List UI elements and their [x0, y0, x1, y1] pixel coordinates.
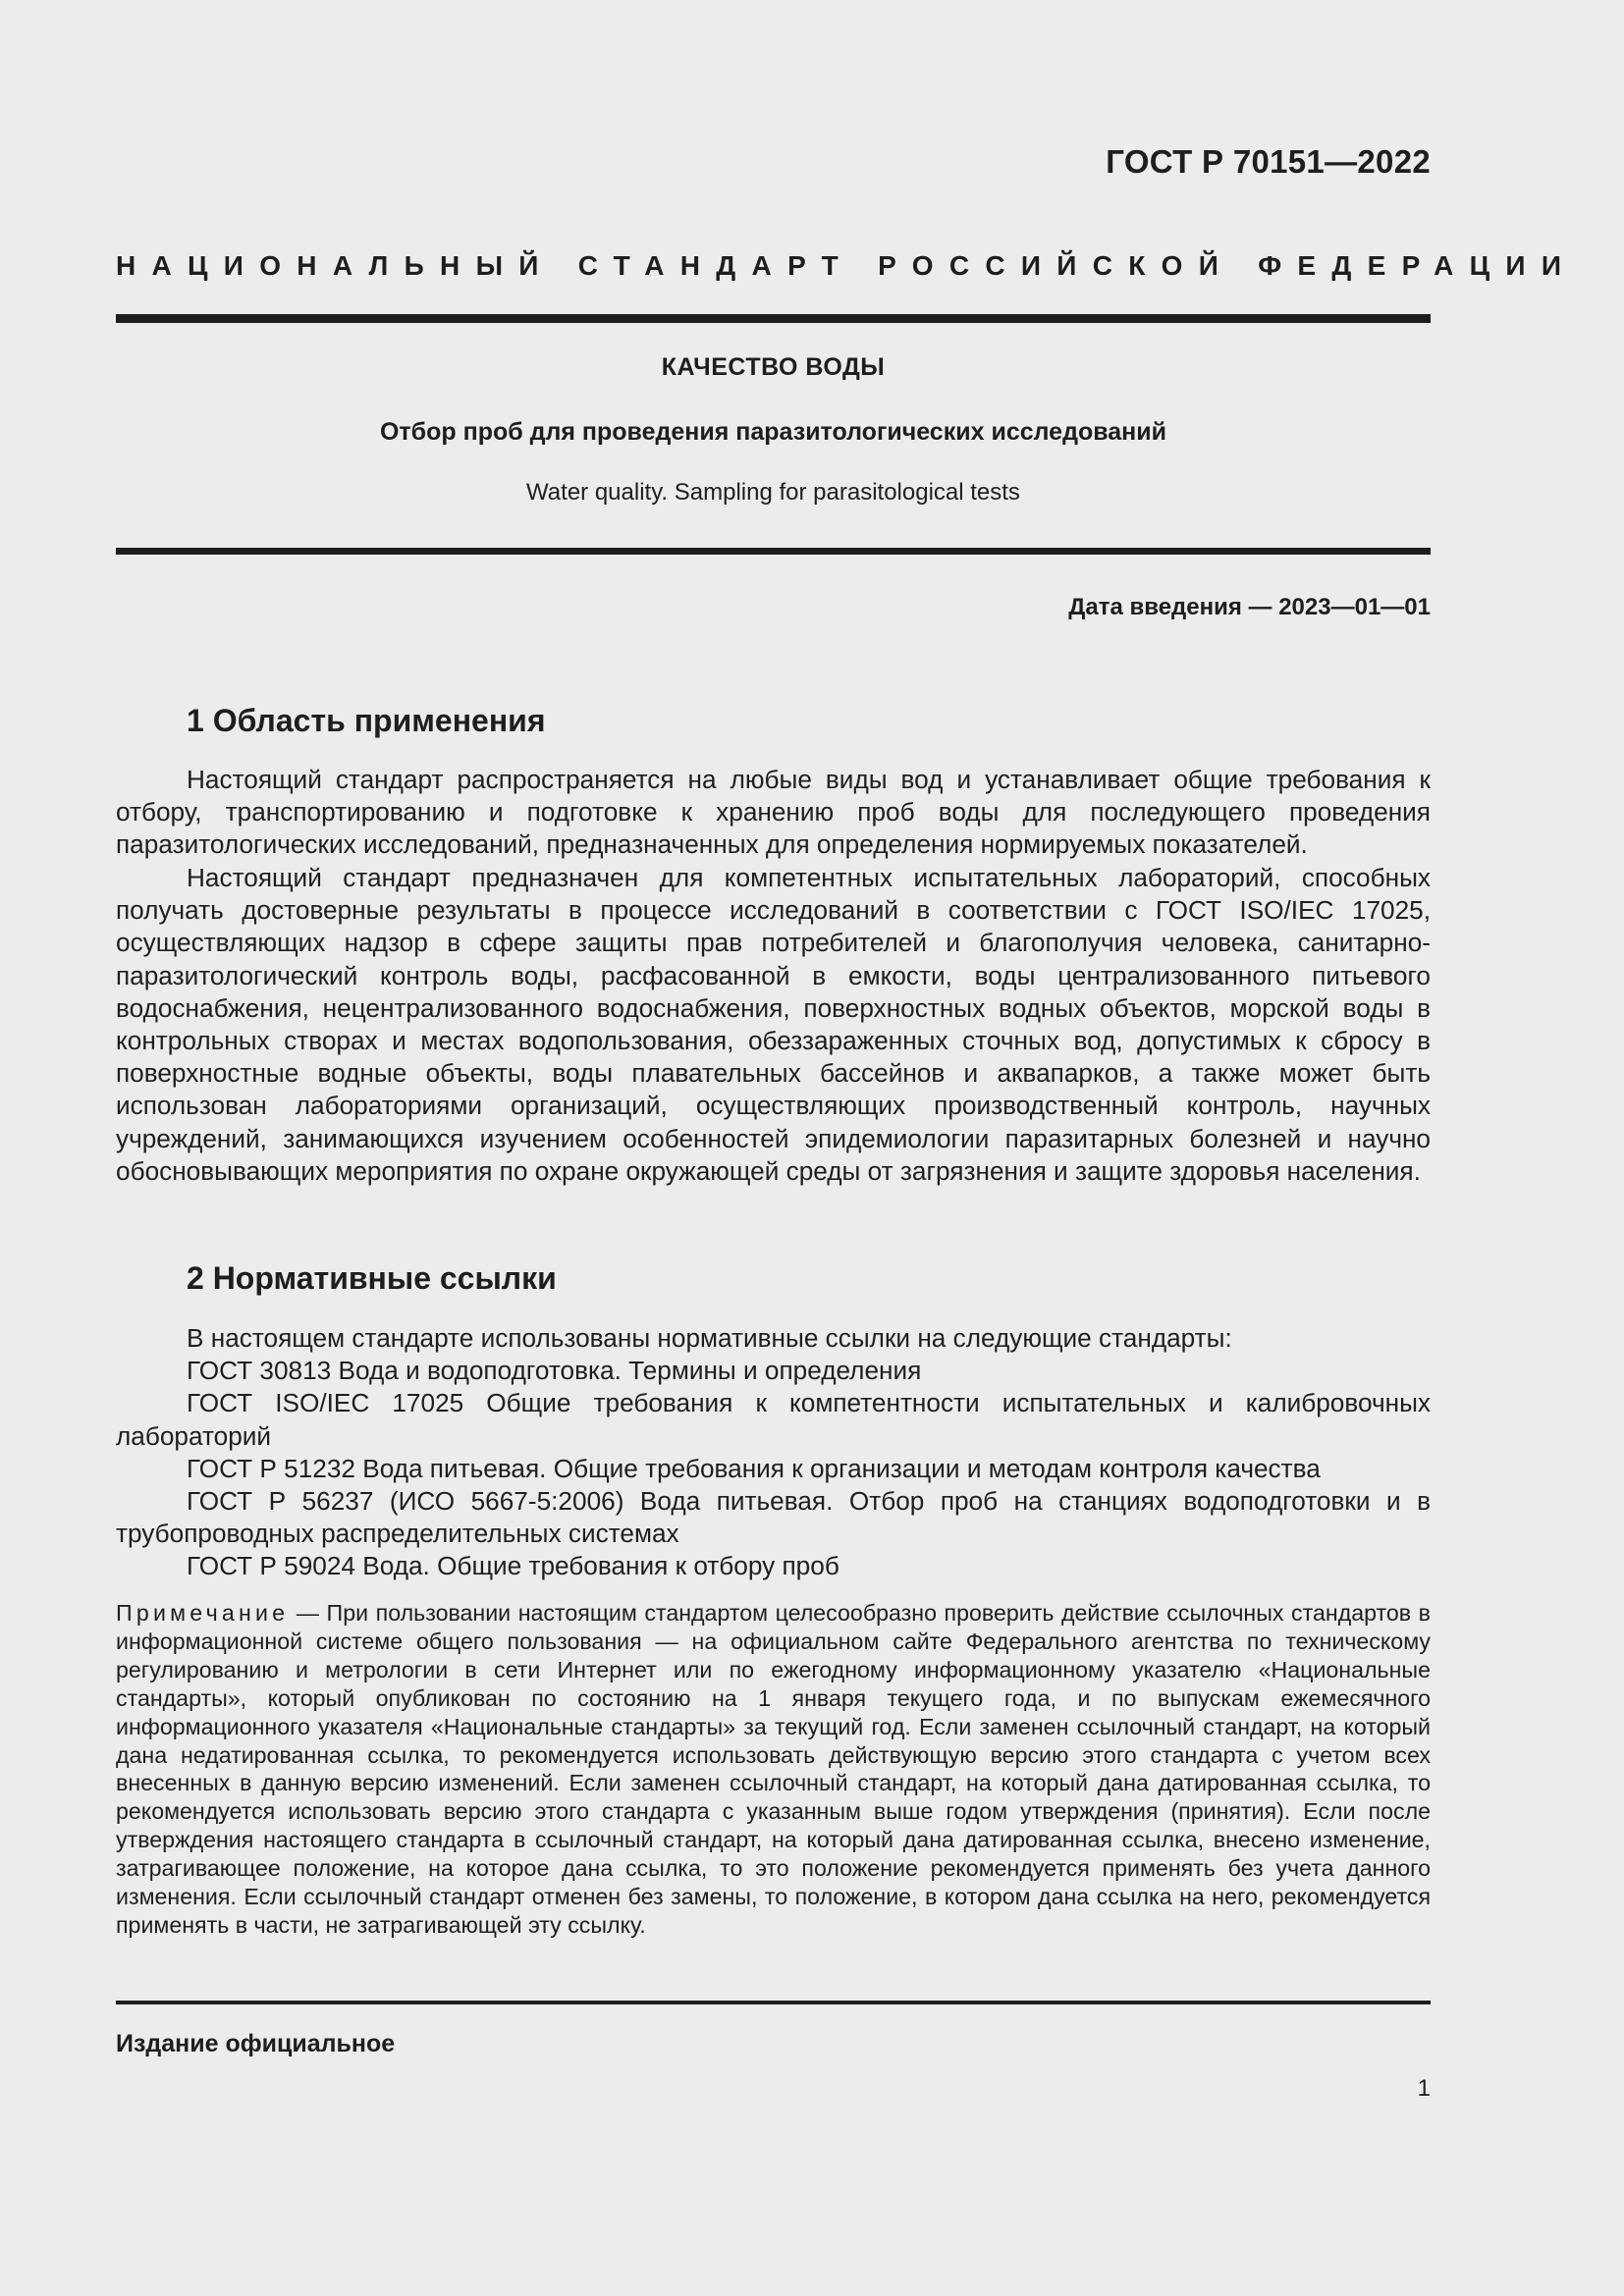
document-title-english: Water quality. Sampling for parasitological tests	[526, 479, 1020, 506]
title-divider	[116, 548, 1431, 555]
note-label: Примечание	[116, 1600, 290, 1626]
national-standard-heading: НАЦИОНАЛЬНЫЙ СТАНДАРТ РОССИЙСКОЙ ФЕДЕРАЦИИ	[116, 250, 1578, 281]
reference-item: ГОСТ Р 56237 (ИСО 5667-5:2006) Вода питьевая. Отбор проб на станциях водоподготовки и в трубопроводных распределительных системах	[116, 1486, 1431, 1549]
document-subtitle: Отбор проб для проведения паразитологических исследований	[379, 418, 1166, 446]
reference-item: ГОСТ 30813 Вода и водоподготовка. Термины и определения	[187, 1356, 922, 1386]
introduction-date: Дата введения — 2023—01—01	[1068, 594, 1431, 620]
document-title: КАЧЕСТВО ВОДЫ	[661, 353, 886, 381]
page-number: 1	[1417, 2075, 1431, 2102]
note-text: — При пользовании настоящим стандартом целесообразно проверить действие ссылочных стандартов в информационной системе общего пользования — на официальном сайте Федерального агентства по техническому регулированию и метрологии в сети Интернет или по ежегодному информационному указателю «Национальные стандарты», который опубликован по состоянию на 1 января текущего года, и по выпускам ежемесячного информационного указателя «Национальные стандарты» за текущий год. Если заменен ссылочный стандарт, на который дана недатированная ссылка, то рекомендуется использовать действующую версию этого стандарта с учетом всех внесенных в данную версию изменений. Если заменен ссылочный стандарт, на который дана датированная ссылка, то рекомендуется использовать версию этого стандарта с указанным выше годом утверждения (принятия). Если после утверждения настоящего стандарта в ссылочный стандарт, на который дана датированная ссылка, внесено изменение, затрагивающее положение, на которое дана ссылка, то это положение рекомендуется применять без учета данного изменения. Если ссылочный стандарт отменен без замены, то положение, в котором дана ссылка на него, рекомендуется применять в части, не затрагивающей эту ссылку.	[116, 1600, 1431, 1938]
reference-item: ГОСТ Р 51232 Вода питьевая. Общие требования к организации и методам контроля качества	[187, 1453, 1321, 1483]
references-note	[116, 1599, 1431, 1940]
top-divider	[116, 314, 1431, 323]
section-2-heading: 2 Нормативные ссылки	[187, 1260, 557, 1296]
document-page	[116, 0, 1578, 2296]
document-number: ГОСТ Р 70151—2022	[1106, 143, 1431, 180]
section-1-heading: 1 Область применения	[187, 703, 546, 738]
footer-divider	[116, 2001, 1431, 2004]
normative-references-list	[116, 1322, 1431, 1583]
reference-item: ГОСТ Р 59024 Вода. Общие требования к отбору проб	[187, 1551, 839, 1581]
references-intro: В настоящем стандарте использованы нормативные ссылки на следующие стандарты:	[187, 1323, 1232, 1353]
reference-item: ГОСТ ISO/IEC 17025 Общие требования к компетентности испытательных и калибровочных лабораторий	[116, 1388, 1431, 1451]
official-edition-label: Издание официальное	[116, 2030, 396, 2057]
section-1-paragraph: Настоящий стандарт распространяется на любые виды вод и устанавливает общие требования к отбору, транспортированию и подготовке к хранению проб воды для последующего проведения паразитологических исследований, предназначенных для определения нормируемых показателей.	[116, 765, 1431, 860]
section-1-paragraph: Настоящий стандарт предназначен для компетентных испытательных лабораторий, способных получать достоверные результаты в процессе исследований в соответствии с ГОСТ ISO/IEC 17025, осуществляющих надзор в сфере защиты прав потребителей и благополучия человека, санитарно-паразитологический контроль воды, расфасованной в емкости, воды централизованного питьевого водоснабжения, нецентрализованного водоснабжения, поверхностных водных объектов, морской воды в контрольных створах и местах водопользования, обеззараженных сточных вод, допустимых к сбросу в поверхностные водные объекты, воды плавательных бассейнов и аквапарков, а также может быть использован лабораториями организаций, осуществляющих производственный контроль, научных учреждений, занимающихся изучением особенностей эпидемиологии паразитарных болезней и научно обосновывающих мероприятия по охране окружающей среды от загрязнения и защите здоровья населения.	[116, 863, 1431, 1186]
